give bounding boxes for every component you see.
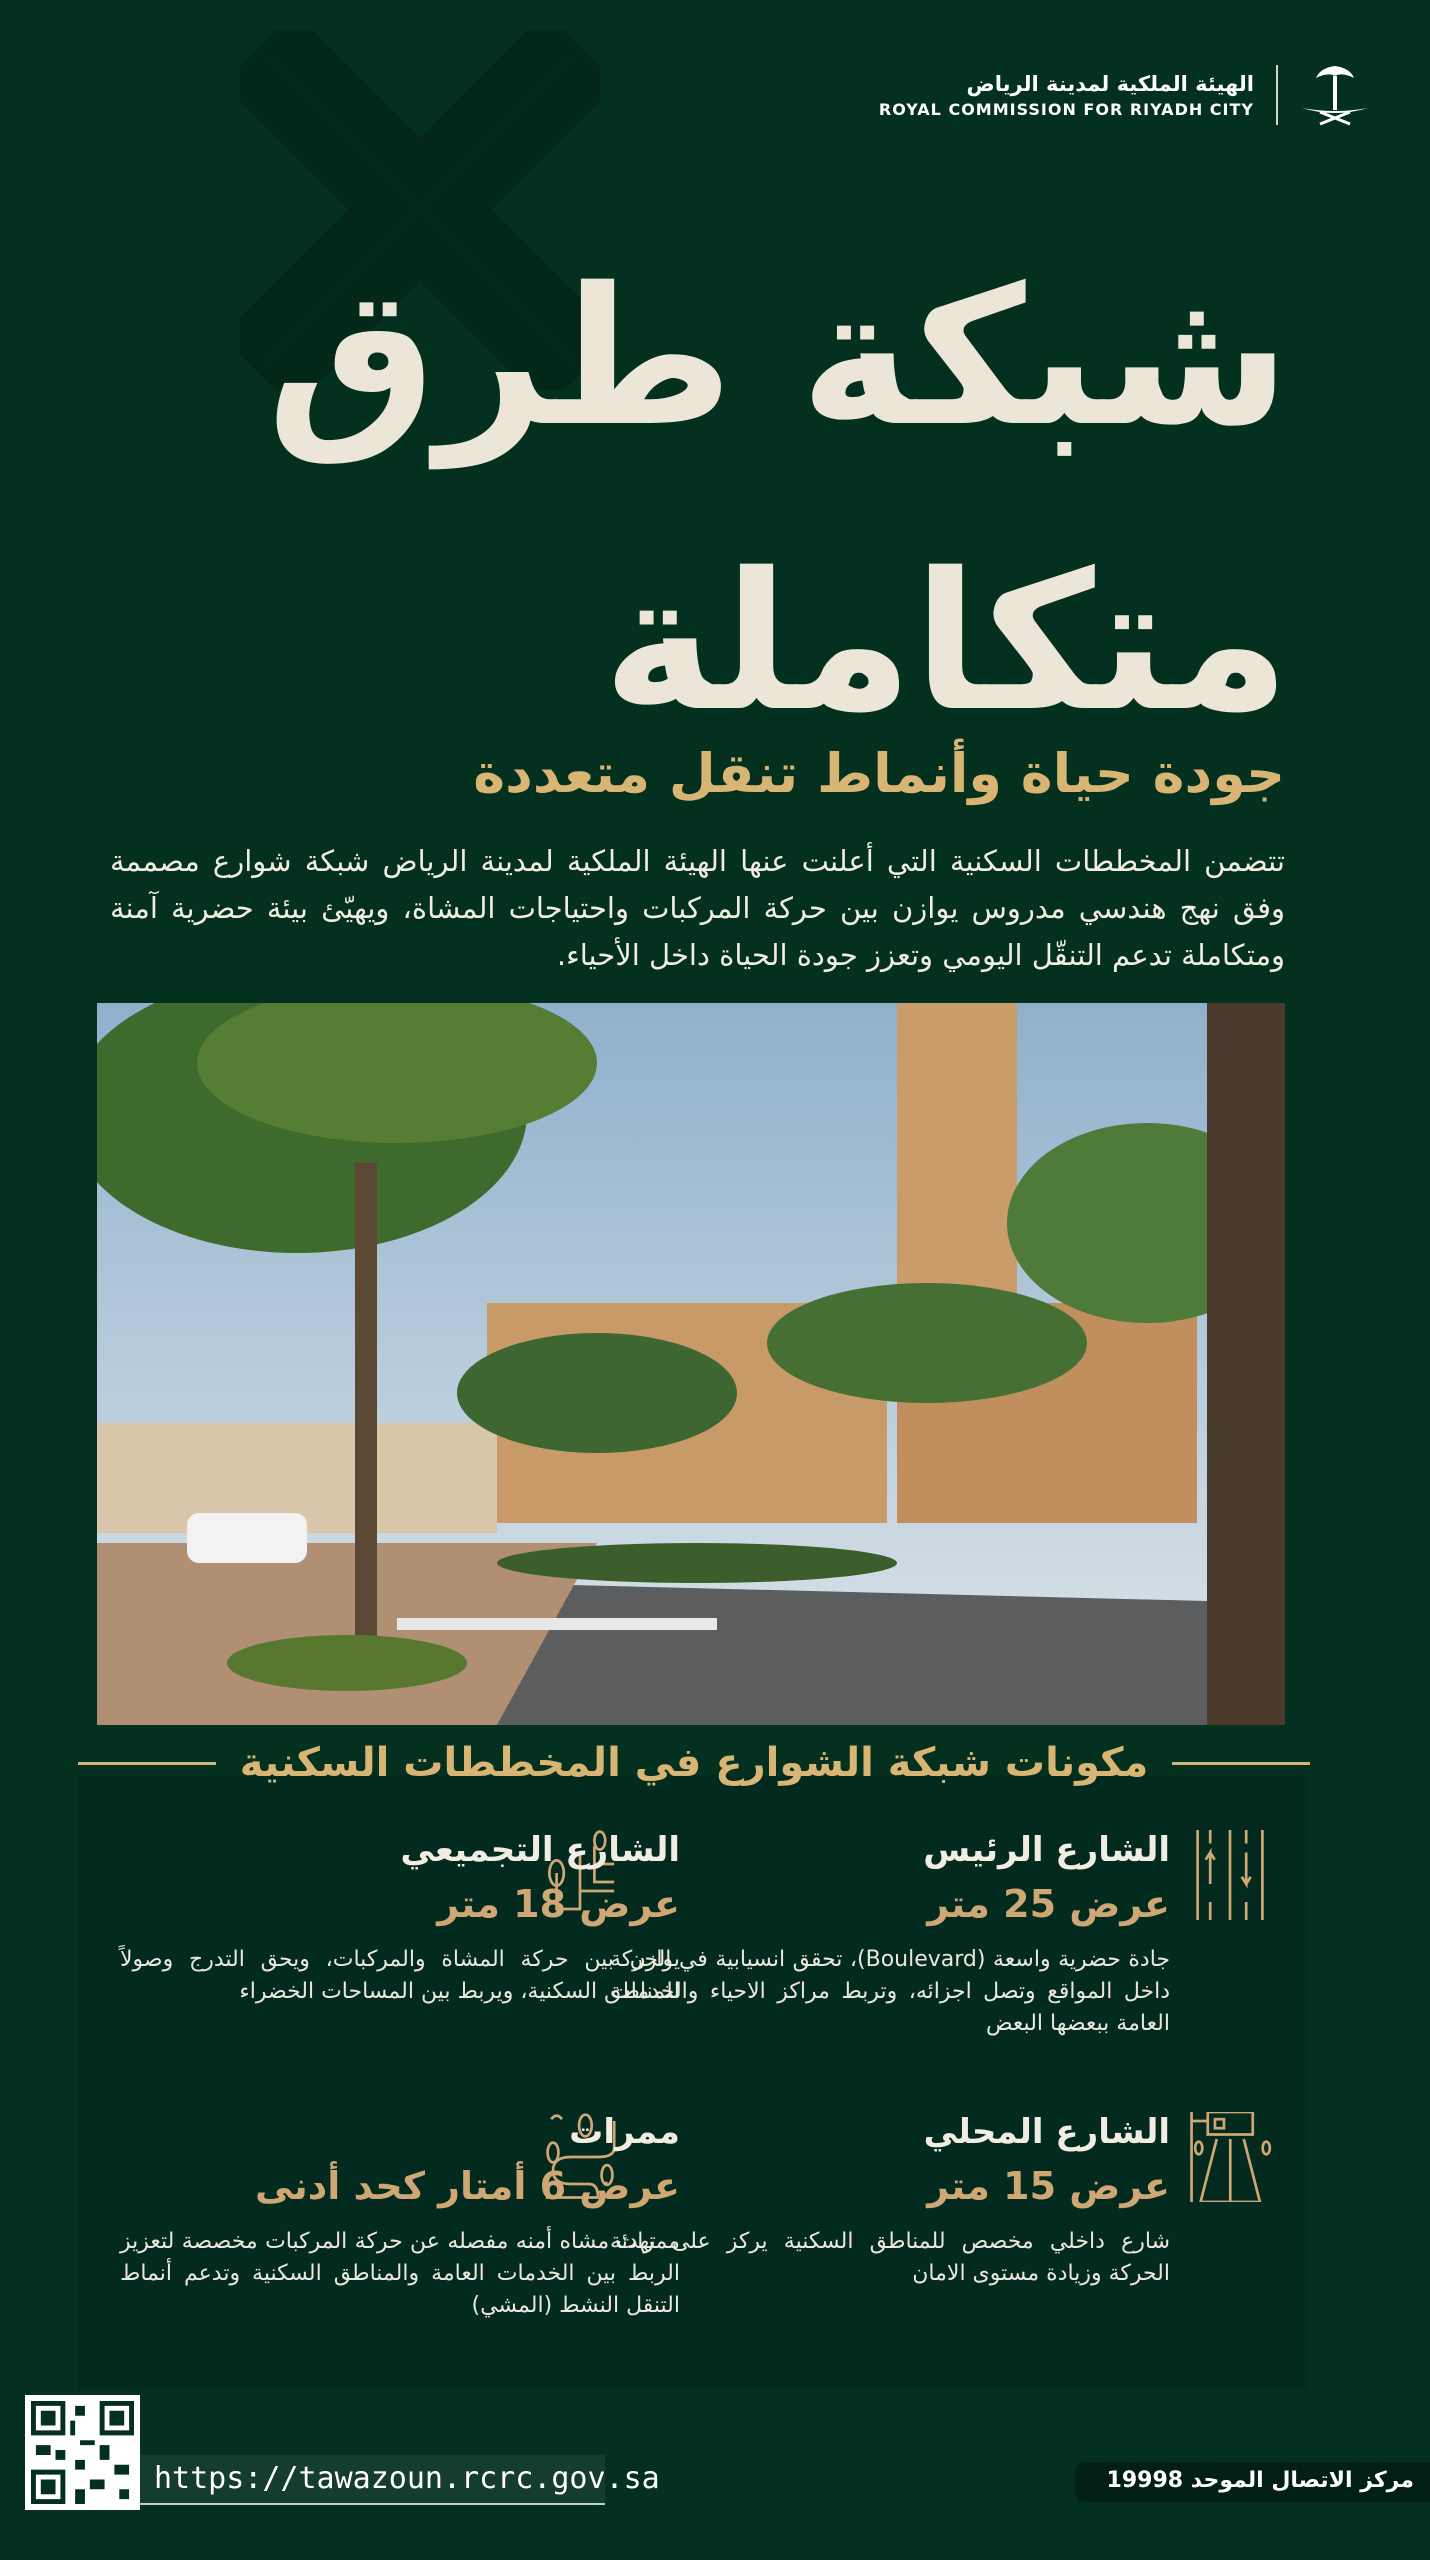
section-header (78, 1740, 1310, 1786)
card-title: الشارع المحلي (923, 2112, 1170, 2152)
contact-center (1075, 2462, 1430, 2502)
card-collector-street (120, 1830, 680, 2008)
card-width: عرض 15 متر (927, 2164, 1170, 2208)
header-line-right (1172, 1762, 1310, 1765)
header-line-left (78, 1762, 216, 1765)
rcrc-logo (879, 62, 1370, 128)
intro-paragraph: تتضمن المخططات السكنية التي أعلنت عنها الهيئة الملكية لمدينة الرياض شبكة شوارع مصممة وفق نهج هندسي مدروس يوازن بين حركة المركبات واحتياجات المشاة، ويهيّئ بيئة حضرية آمنة ومتكاملة تدعم التنقّل اليومي وتعزز جودة الحياة داخل الأحياء. (110, 844, 1285, 972)
card-desc: ممرات مشاه أمنه مفصله عن حركة المركبات مخصصة لتعزيز الربط بين الخدمات العامة والمناطق السكنية وتدعم أنماط التنقل النشط (المشي) (120, 2229, 680, 2318)
local-road-sign-icon (1185, 2112, 1280, 2202)
page-title (267, 215, 1290, 785)
card-desc: يوازن بين حركة المشاة والمركبات، ويحق التدرج وصولاً للمناطق السكنية، ويربط بين المساحات الخضراء (120, 1947, 680, 2004)
card-width: عرض 18 متر (437, 1882, 680, 1926)
title-line-1: شبكة طرق (266, 247, 1290, 468)
card-desc: جادة حضرية واسعة (Boulevard)، تحقق انسيابية في الحركة داخل المواقع وتصل اجزائه، وتربط مراكز الاحياء والخدمات العامة ببعضها البعض (610, 1947, 1170, 2036)
street-rendering-image (97, 1003, 1285, 1725)
org-name-en: ROYAL COMMISSION FOR RIYADH CITY (878, 99, 1254, 119)
card-title: الشارع الرئيس (923, 1830, 1170, 1870)
org-name-ar: الهيئة الملكية لمدينة الرياض (966, 71, 1254, 96)
palm-swords-emblem-icon (1300, 62, 1370, 128)
section-title: مكونات شبكة الشوارع في المخططات السكنية (239, 1740, 1149, 1786)
card-width: عرض 25 متر (927, 1882, 1170, 1926)
card-title: الشارع التجميعي (400, 1830, 680, 1870)
subtitle: جودة حياة وأنماط تنقل متعددة (473, 742, 1285, 805)
card-title: ممرات (569, 2112, 680, 2152)
card-desc: شارع داخلي مخصص للمناطق السكنية يركز على تهدئة الحركة وزيادة مستوى الامان (610, 2229, 1170, 2286)
contact-number: 19998 (1106, 2468, 1184, 2493)
card-main-street (610, 1830, 1170, 2040)
qr-code[interactable] (25, 2395, 140, 2510)
logo-divider (1276, 65, 1278, 125)
contact-label: مركز الاتصال الموحد (1190, 2468, 1414, 2493)
card-walkways (120, 2112, 680, 2322)
card-width: عرض 6 أمتار كحد أدنى (255, 2164, 680, 2208)
two-way-road-icon (1190, 1830, 1270, 1920)
website-link[interactable]: https://tawazoun.rcrc.gov.sa (140, 2455, 605, 2505)
title-line-2: متكاملة (602, 532, 1290, 753)
card-local-street (610, 2112, 1170, 2290)
